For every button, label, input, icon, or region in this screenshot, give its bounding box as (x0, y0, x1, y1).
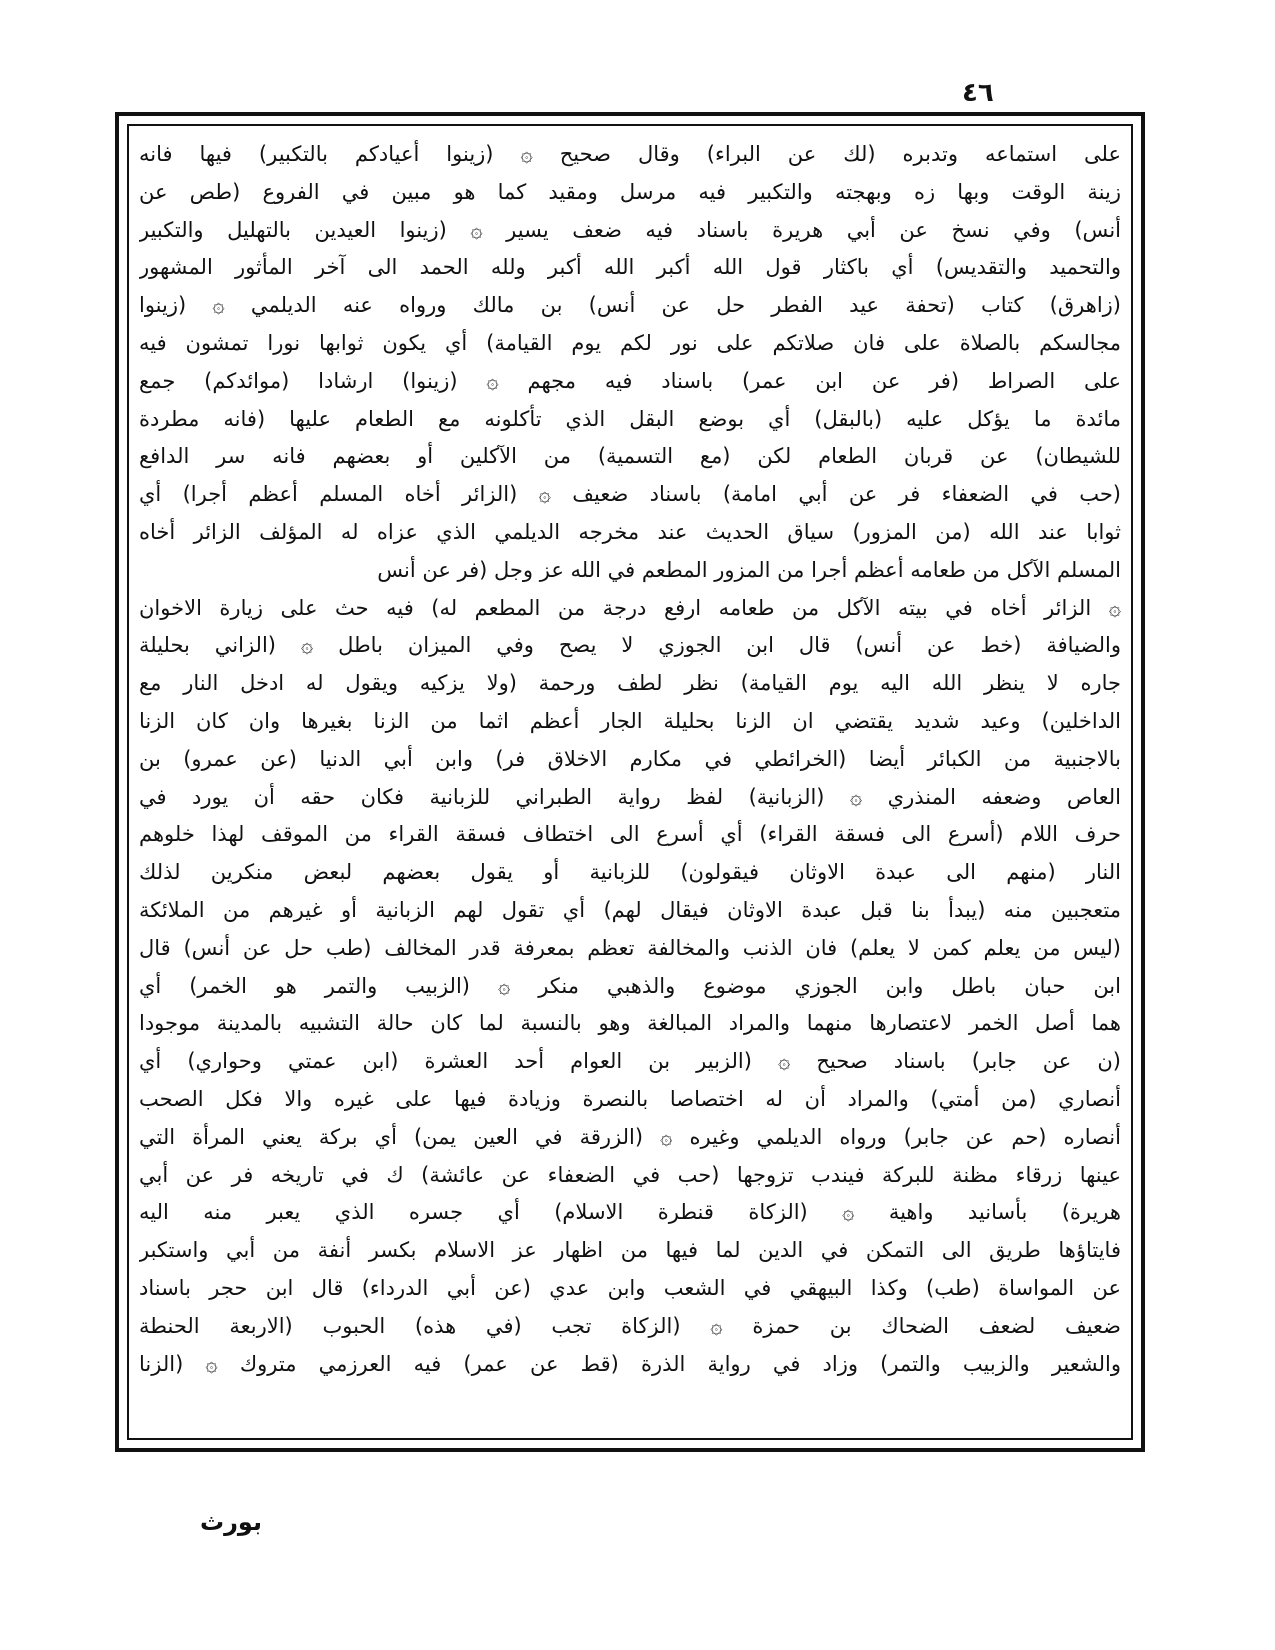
text-line: زينة الوقت وبها زه وبهجته والتكبير فيه مرسل ومقيد كما هو مبين في الفروع (طص عن (139, 179, 1121, 204)
text-line: أنصاري (من أمتي) والمراد أن له اختصاصا بالنصرة وزيادة فيها على غيره والا فكل الصحب (139, 1086, 1121, 1111)
text-line: للشيطان) عن قربان الطعام لكن (مع التسمية) من الآكلين أو بعضهم فانه سر الدافع (139, 444, 1121, 469)
text-line: عينها زرقاء مظنة للبركة فيندب تزوجها (حب في الضعفاء عن عائشة) ك في تاريخه فر عن أبي (139, 1162, 1121, 1187)
page-number: ٤٦ (962, 78, 994, 108)
text-line: (ليس من يعلم كمن لا يعلم) فان الذنب والمخالفة تعظم بمعرفة قدر المخالف (طب حل عن أنس) قال (139, 935, 1121, 960)
text-line: هما أصل الخمر لاعتصارها منهما والمراد المبالغة وهو بالنسبة لما كان حالة التشبيه بالمدينة موجودا (139, 1011, 1121, 1036)
text-line: (ن عن جابر) باسناد صحيح ۞ (الزبير بن العوام أحد العشرة (ابن عمتي وحواري) أي (139, 1049, 1121, 1074)
text-line: ابن حبان باطل وابن الجوزي موضوع والذهبي منكر ۞ (الزبيب والتمر هو الخمر) أي (139, 973, 1121, 998)
text-line: والضيافة (خط عن أنس) قال ابن الجوزي لا يصح وفي الميزان باطل ۞ (الزاني بحليلة (139, 633, 1121, 658)
text-line: حرف اللام (أسرع الى فسقة القراء) أي أسرع الى اختطاف فسقة القراء من الموقف لهذا خلوهم (139, 822, 1121, 847)
text-line: ۞ الزائر أخاه في بيته الآكل من طعامه ارفع درجة من المطعم له) فيه حث على زيارة الاخوان (139, 595, 1121, 620)
text-line: والشعير والزبيب والتمر) وزاد في رواية الذرة (قط عن عمر) فيه العرزمي متروك ۞ (الزنا (139, 1351, 1121, 1376)
text-line: (زاهرق) كتاب (تحفة عيد الفطر حل عن أنس) بن مالك ورواه عنه الديلمي ۞ (زينوا (139, 293, 1121, 318)
text-line: مجالسكم بالصلاة على فان صلاتكم على نور لكم يوم القيامة) أي يكون ثوابها نورا تمشون فيه (139, 330, 1121, 355)
text-line: جاره لا ينظر الله اليه يوم القيامة) نظر لطف ورحمة (ولا يزكيه ويقول له ادخل النار مع (139, 671, 1121, 696)
text-line: متعجبين منه (يبدأ بنا قبل عبدة الاوثان فيقال لهم) أي تقول لهم الزبانية أو غيرهم من الملائكة (139, 897, 1121, 922)
text-line: مائدة ما يؤكل عليه (بالبقل) أي بوضع البقل الذي تأكلونه مع الطعام عليها (فانه مطردة (139, 406, 1121, 431)
text-line: النار (منهم الى عبدة الاوثان فيقولون) للزبانية أو يقول بعضهم لبعض منكرين لذلك (139, 860, 1121, 885)
text-line: أنس) وفي نسخ عن أبي هريرة باسناد فيه ضعف يسير ۞ (زينوا العيدين بالتهليل والتكبير (139, 217, 1121, 242)
text-block (139, 136, 1121, 1432)
catchword: بورث (200, 1508, 262, 1536)
text-line: (حب في الضعفاء فر عن أبي امامة) باسناد ضعيف ۞ (الزائر أخاه المسلم أعظم أجرا) أي (139, 482, 1121, 507)
text-line: ثوابا عند الله (من المزور) سياق الحديث عند مخرجه الديلمي الذي عزاه له المؤلف الزائر أخاه (139, 519, 1121, 544)
text-line: عن المواساة (طب) وكذا البيهقي في الشعب وابن عدي (عن أبي الدرداء) قال ابن حجر باسناد (139, 1275, 1121, 1300)
text-line: العاص وضعفه المنذري ۞ (الزبانية) لفظ رواية الطبراني للزبانية فكان حقه أن يورد في (139, 784, 1121, 809)
text-line: فايتاؤها طريق الى التمكن في الدين لما فيها من اظهار عز الاسلام بكسر أنفة من أبي واستكبر (139, 1238, 1121, 1263)
text-line: المسلم الآكل من طعامه أعظم أجرا من المزور المطعم في الله عز وجل (فر عن أنس (377, 557, 1121, 582)
text-line: ضعيف لضعف الضحاك بن حمزة ۞ (الزكاة تجب (في هذه) الحبوب (الاربعة الحنطة (139, 1313, 1121, 1338)
text-line: هريرة) بأسانيد واهية ۞ (الزكاة قنطرة الاسلام) أي جسره الذي يعبر منه اليه (139, 1200, 1121, 1225)
text-line: الداخلين) وعيد شديد يقتضي ان الزنا بحليلة الجار أعظم اثما من الزنا بغيرها وان كان الزنا (139, 708, 1121, 733)
text-line: أنصاره (حم عن جابر) ورواه الديلمي وغيره ۞ (الزرقة في العين يمن) أي بركة يعني المرأة التي (139, 1124, 1121, 1149)
text-line: على استماعه وتدبره (لك عن البراء) وقال صحيح ۞ (زينوا أعيادكم بالتكبير) فيها فانه (139, 142, 1121, 166)
text-line: والتحميد والتقديس) أي باكثار قول الله أكبر الله أكبر ولله الحمد الى آخر المأثور المشهور (139, 255, 1121, 280)
text-line: على الصراط (فر عن ابن عمر) باسناد فيه مجهم ۞ (زينوا) ارشادا (موائدكم) جمع (139, 368, 1121, 393)
text-line: بالاجنبية من الكبائر أيضا (الخرائطي في مكارم الاخلاق فر) وابن أبي الدنيا (عن عمرو) بن (139, 746, 1121, 771)
text-frame (115, 112, 1145, 1452)
frame-inner-border (127, 124, 1133, 1440)
